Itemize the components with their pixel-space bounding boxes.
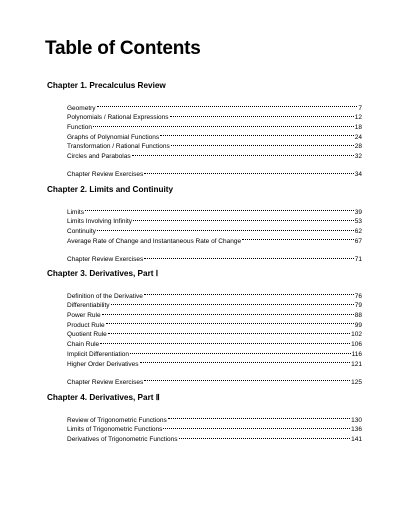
- entry-page: 130: [351, 416, 362, 424]
- dot-leader: [93, 119, 354, 129]
- toc-entry[interactable]: [67, 412, 362, 422]
- dot-leader: [85, 204, 354, 214]
- entry-label: Chapter Review Exercises: [67, 171, 144, 179]
- entry-label: Power Rule: [67, 312, 101, 320]
- entry-page: 76: [354, 292, 362, 300]
- entry-label: Product Rule: [67, 321, 105, 329]
- entry-label: Limits of Trigonometric Functions: [67, 426, 163, 434]
- chapter-entries: [67, 204, 362, 261]
- entry-page: 141: [351, 436, 362, 444]
- chapter-heading: Chapter 4. Derivatives, Part Ⅱ: [47, 393, 160, 402]
- dot-leader: [130, 346, 351, 356]
- toc-entry[interactable]: [67, 346, 362, 356]
- toc-entry[interactable]: [67, 223, 362, 236]
- dot-leader: [168, 412, 350, 422]
- dot-leader: [108, 327, 350, 337]
- entry-label: Geometry: [67, 104, 96, 112]
- toc-entry[interactable]: [67, 336, 362, 349]
- dot-leader: [97, 100, 358, 110]
- entry-label: Circles and Parabolas: [67, 153, 131, 161]
- entry-label: Continuity: [67, 228, 96, 236]
- entry-label: Chapter Review Exercises: [67, 378, 144, 386]
- entry-label: Transformation / Rational Functions: [67, 143, 170, 151]
- entry-label: Review of Trigonometric Functions: [67, 416, 167, 424]
- entry-page: 34: [354, 171, 362, 179]
- entry-page: 88: [354, 312, 362, 320]
- entry-page: 71: [354, 255, 362, 263]
- entry-label: Polynomials / Rational Expressions: [67, 114, 169, 122]
- entry-label: Higher Order Derivatives: [67, 360, 139, 368]
- entry-page: 136: [351, 426, 362, 434]
- dot-leader: [144, 288, 354, 298]
- chapter-entries: [67, 100, 362, 179]
- dot-leader: [163, 422, 350, 432]
- toc-entry[interactable]: [67, 317, 362, 327]
- dot-leader: [171, 139, 354, 149]
- entry-label: Implicit Differentiation: [67, 350, 130, 358]
- entry-page: 32: [354, 153, 362, 161]
- dot-leader: [102, 307, 354, 317]
- dot-leader: [144, 251, 354, 261]
- toc-entry[interactable]: [67, 214, 362, 224]
- toc-entry[interactable]: [67, 119, 362, 132]
- chapter-1: [47, 80, 362, 179]
- toc-entry[interactable]: [67, 288, 362, 298]
- dot-leader: [160, 129, 354, 139]
- toc-entry[interactable]: [67, 129, 362, 139]
- toc-entry[interactable]: [67, 100, 362, 110]
- dot-leader: [132, 148, 354, 158]
- entry-label: Chain Rule: [67, 341, 100, 349]
- dot-leader: [97, 223, 354, 233]
- chapter-entries: [67, 288, 362, 384]
- toc-entry-review[interactable]: [67, 167, 362, 177]
- entry-page: 99: [354, 321, 362, 329]
- entry-label: Average Rate of Change and Instantaneous Rate of Change: [67, 237, 242, 245]
- dot-leader: [133, 214, 354, 224]
- entry-label: Derivatives of Trigonometric Functions: [67, 436, 178, 444]
- toc-entry[interactable]: [67, 204, 362, 214]
- chapter-heading: Chapter 1. Precalculus Review: [47, 81, 166, 90]
- chapter-entries: [67, 412, 362, 444]
- entry-label: Definition of the Derivative: [67, 292, 143, 300]
- chapter-4: [47, 392, 362, 444]
- dot-leader: [242, 233, 354, 243]
- toc-entry[interactable]: [67, 307, 362, 320]
- toc-entry[interactable]: [67, 298, 362, 308]
- entry-page: 28: [354, 143, 362, 151]
- entry-page: 53: [354, 218, 362, 226]
- dot-leader: [106, 317, 354, 327]
- toc-entry-review[interactable]: [67, 374, 362, 384]
- chapter-heading: Chapter 3. Derivatives, Part Ⅰ: [47, 269, 159, 278]
- entry-page: 125: [351, 378, 362, 386]
- entry-label: Function: [67, 124, 92, 132]
- entry-page: 24: [354, 133, 362, 141]
- entry-page: 62: [354, 228, 362, 236]
- entry-label: Limits Involving Infinity: [67, 218, 133, 226]
- entry-label: Limits: [67, 208, 84, 216]
- chapter-heading: Chapter 2. Limits and Continuity: [47, 185, 174, 194]
- entry-page: 116: [351, 350, 362, 358]
- entry-page: 39: [354, 208, 362, 216]
- entry-label: Quotient Rule: [67, 331, 107, 339]
- entry-page: 121: [351, 360, 362, 368]
- toc-entry[interactable]: [67, 233, 362, 243]
- entry-page: 18: [354, 124, 362, 132]
- dot-leader: [179, 431, 351, 441]
- entry-page: 79: [354, 302, 362, 310]
- entry-page: 106: [351, 341, 362, 349]
- dot-leader: [140, 356, 351, 366]
- chapter-2: [47, 184, 362, 261]
- dot-leader: [144, 167, 354, 177]
- dot-leader: [170, 110, 354, 120]
- page-title: Table of Contents: [45, 38, 201, 59]
- toc-entry[interactable]: [67, 327, 362, 337]
- dot-leader: [144, 374, 350, 384]
- dot-leader: [111, 298, 354, 308]
- toc-entry[interactable]: [67, 110, 362, 120]
- dot-leader: [100, 336, 350, 346]
- entry-page: 7: [358, 104, 362, 112]
- entry-page: 12: [354, 114, 362, 122]
- entry-page: 67: [354, 237, 362, 245]
- toc-entry-review[interactable]: [67, 251, 362, 261]
- entry-label: Chapter Review Exercises: [67, 255, 144, 263]
- entry-page: 102: [351, 331, 362, 339]
- entry-label: Differentiability: [67, 302, 110, 310]
- chapter-3: [47, 268, 362, 384]
- entry-label: Graphs of Polynomial Functions: [67, 133, 160, 141]
